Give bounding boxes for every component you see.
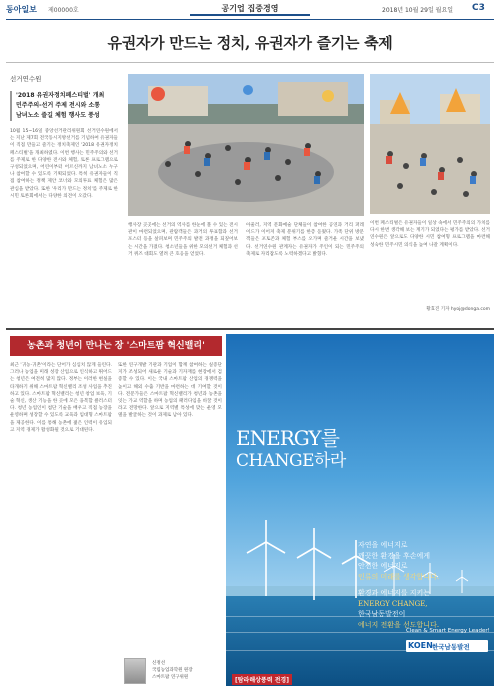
ad-copy [358, 540, 484, 630]
newspaper-logo: 동아일보 [6, 5, 37, 14]
author-name: 신정선 [152, 661, 166, 666]
ad-copy-line: 환경과 에너지를 지키는 [358, 589, 431, 597]
author-info [152, 660, 224, 681]
ad-copy-line: 자연을 에너지로 [358, 541, 408, 549]
ad-photo-caption: [탐라해상풍력 전경] [232, 674, 292, 685]
koen-logo-mark: KOEN [408, 641, 433, 650]
ad-tagline: Clean & Smart Energy Leader! [406, 628, 490, 634]
article-byline: 선거연수원 [10, 75, 42, 83]
ad-copy-line: 에너지 전환을 선도합니다. [358, 620, 440, 629]
article-body-column: 최근 '귀농·귀촌'이라는 단어가 심심치 않게 들린다. 그러나 농업을 미래 성장 산업으로 인식하고 뛰어드는 청년은 여전히 많지 않다. 정부는 이러한 현실을 타개하기 위해 스마트팜 혁신밸리 조성 사업을 추진하고 있다. 스마트팜 혁신밸리는 청년 창업 보육, 기술 혁신, 생산 기능을 한 곳에 모은 융복합 클러스터다. 청년 농업인이 첨단 기술을 배우고 직접 농장을 운영하며 성장할 수 있도록 교육과 임대형 스마트팜을 제공한다. 이를 통해 농촌에 젊은 인력이 유입되고 지역 경제가 활성화될 것으로 기대된다. [10, 363, 112, 433]
article-body-column: 10월 15~16일 중앙선거관리위원회 선거연수원에서는 지난 제7회 전국동시지방선거를 기념하여 유권자들이 직접 만들고 즐기는 정치축제인 '2018 유권자정치페스티벌'을 개최하였다. 이번 행사는 민주주의와 선거를 주제로 한 다양한 전시와 체험, 토론 프로그램으로 구성되었으며, 어린이부터 어르신까지 남녀노소 누구나 참여할 수 있도록 기획되었다. 특히 유권자들이 직접 참여하는 정책 제안 코너와 모의투표 체험은 많은 관심을 받았다. 또한 '우리가 만드는 정치'를 주제로 한 시민 토론회에서는 다양한 의견이 오갔다. [10, 129, 118, 199]
article-body-column: 또한 연구개발 기관과 기업이 함께 참여하는 실증단지가 조성되어 새로운 기술과 기자재를 현장에서 검증할 수 있다. 이는 국내 스마트팜 산업의 경쟁력을 높이고 해외 수출 기반을 마련하는 데 기여할 것이다. 전문가들은 스마트팜 혁신밸리가 청년과 농촌을 잇는 가교 역할을 하며 농업의 패러다임을 바꿀 것이라고 전망한다. 앞으로 지역별 특성에 맞는 운영 모델을 발굴하는 것이 과제로 남아 있다. [118, 363, 222, 419]
article-body-column: 아울러, 지역 문화예술 단체들이 참여한 공연과 거리 퍼레이드가 이어져 축제 분위기를 한층 돋웠다. 가족 단위 방문객들은 포토존과 체험 부스를 오가며 즐거운 시간을 보냈다. 선거연수원 관계자는 유권자가 주인이 되는 민주주의 축제로 자리잡도록 노력하겠다고 밝혔다. [246, 223, 364, 257]
masthead-divider [6, 19, 494, 20]
article-body-column: 행사장 곳곳에는 선거의 역사를 한눈에 볼 수 있는 전시관이 마련되었으며, 관람객들은 과거의 투표함과 선거 포스터 등을 살펴보며 민주주의 발전 과정을 되짚어보는 시간을 가졌다. 청소년들을 위한 모의선거 체험과 선거 퀴즈 대회도 열려 큰 호응을 얻었다. [128, 223, 238, 257]
article-banner-title: 농촌과 청년이 만나는 장 '스마트팜 혁신밸리' [10, 336, 222, 356]
page-headline: 유권자가 만드는 정치, 유권자가 즐기는 축제 [107, 34, 393, 52]
author-title: 국립농업과학원 원장 [152, 668, 193, 673]
ad-copy-line: 한국남동발전이 [358, 610, 406, 618]
issue-number: 제00000호 [48, 7, 79, 14]
masthead [0, 0, 500, 20]
ad-title-line1: ENERGY를 [236, 426, 339, 450]
koen-logo [406, 640, 488, 652]
ad-title-line2: CHANGE하라 [236, 451, 346, 471]
koen-logo-name: 한국남동발전 [432, 643, 470, 651]
publication-date: 2018년 10월 29일 월요일 [382, 7, 454, 14]
ad-copy-line: ENERGY CHANGE, [358, 599, 428, 608]
page-number: C3 [472, 3, 485, 13]
ad-copy-line: 인류의 미래를 생각합니다. [358, 572, 440, 581]
section-title: 공기업 집중경영 [190, 2, 310, 16]
energy-advertisement [226, 334, 494, 686]
festival-side-photo-image [370, 74, 490, 214]
article-subdeck [10, 74, 118, 121]
article-subheads [10, 91, 118, 121]
author-photo [124, 658, 146, 684]
ad-copy-line: 깨끗한 환경을 후손에게 [358, 551, 431, 560]
ad-copy-line: 안전한 에너지로 [358, 562, 408, 570]
subhead-line: '2018 유권자정치페스티벌' 개최 [16, 92, 105, 99]
festival-photo [128, 74, 364, 216]
festival-photo-image [128, 74, 364, 216]
author-title: 스마트팜 연구위원 [152, 675, 189, 680]
festival-side-photo [370, 74, 490, 214]
subhead-line: 남녀노소 즐길 체험 행사도 풍성 [16, 112, 100, 119]
article-body-column: 이번 페스티벌은 유권자들이 일상 속에서 민주주의의 가치를 다시 한번 생각해 보는 계기가 되었다는 평가를 받았다. 선거연수원은 앞으로도 다양한 시민 참여형 프로그램을 마련해 성숙한 민주시민 의식을 높여 나갈 계획이다. [370, 221, 490, 248]
section-divider [6, 328, 494, 330]
headline-divider [6, 62, 494, 63]
subhead-line: 민주주의-선거 주제 전시와 소통 [16, 102, 101, 109]
photo-credit: 황효진 기자 hyoj@donga.com [426, 307, 490, 312]
